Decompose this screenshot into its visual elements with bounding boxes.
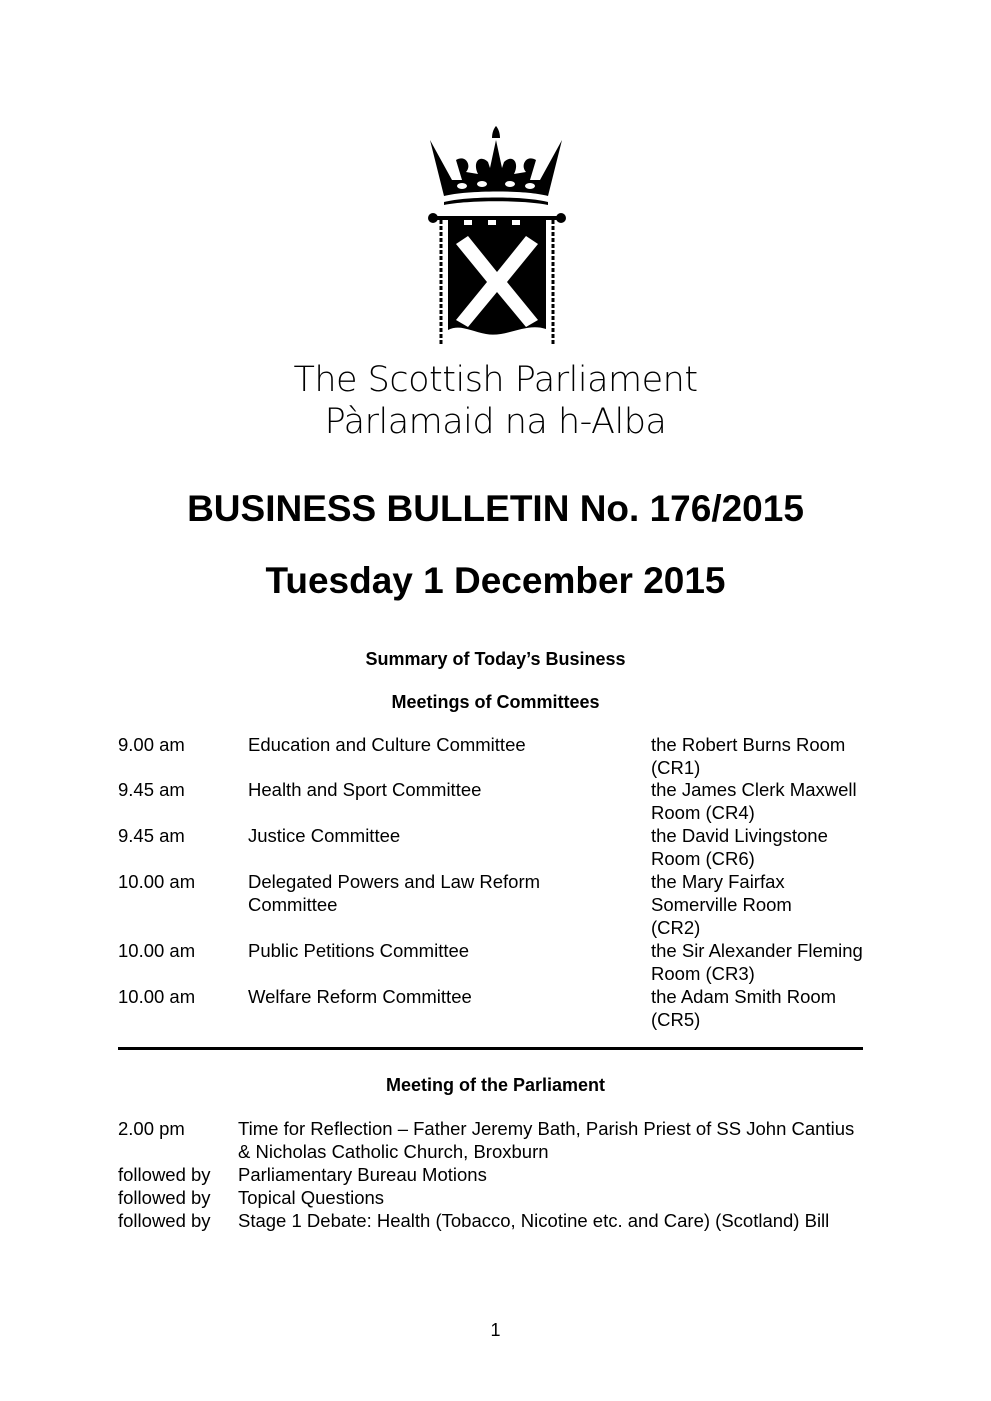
committee-time: 9.00 am	[118, 734, 185, 755]
page-number: 1	[490, 1320, 501, 1340]
item-time: followed by	[118, 1210, 211, 1231]
committee-time: 9.45 am	[118, 825, 185, 846]
committee-time: 9.45 am	[118, 779, 185, 800]
item-time: followed by	[118, 1164, 211, 1185]
parliament-name-english: The Scottish Parliament	[293, 360, 698, 400]
committee-name: Public Petitions Committee	[248, 940, 470, 961]
item-time: followed by	[118, 1187, 211, 1208]
committee-name: Delegated Powers and Law Reform Committee	[248, 871, 541, 915]
committee-room: the James Clerk Maxwell Room (CR4)	[651, 779, 857, 823]
item-description: Stage 1 Debate: Health (Tobacco, Nicotine etc. and Care) (Scotland) Bill	[238, 1210, 830, 1231]
bulletin-title: BUSINESS BULLETIN No. 176/2015	[187, 488, 804, 529]
committee-room: the David Livingstone Room (CR6)	[651, 825, 828, 869]
summary-heading: Summary of Today’s Business	[365, 649, 626, 669]
committee-room: the Sir Alexander Fleming Room (CR3)	[651, 940, 863, 984]
parliament-name-gaelic: Pàrlamaid na h-Alba	[324, 402, 667, 442]
scottish-parliament-logo-icon	[426, 124, 568, 346]
item-description: Topical Questions	[238, 1187, 385, 1208]
committee-time: 10.00 am	[118, 940, 196, 961]
item-description: Time for Reflection – Father Jeremy Bath, Parish Priest of SS John Cantius & Nicholas Catholic Church, Broxburn	[238, 1118, 855, 1162]
committee-room: the Robert Burns Room (CR1)	[651, 734, 846, 778]
committee-room: the Mary Fairfax Somerville Room (CR2)	[651, 871, 792, 938]
bulletin-date: Tuesday 1 December 2015	[265, 560, 726, 601]
parliament-meeting-heading: Meeting of the Parliament	[385, 1075, 606, 1095]
item-time: 2.00 pm	[118, 1118, 185, 1139]
committee-name: Health and Sport Committee	[248, 779, 482, 800]
item-description: Parliamentary Bureau Motions	[238, 1164, 487, 1185]
committees-heading: Meetings of Committees	[391, 692, 600, 712]
committee-time: 10.00 am	[118, 871, 196, 892]
committee-room: the Adam Smith Room (CR5)	[651, 986, 837, 1030]
section-divider	[118, 1047, 863, 1050]
committee-name: Education and Culture Committee	[248, 734, 526, 755]
committee-time: 10.00 am	[118, 986, 196, 1007]
committee-name: Welfare Reform Committee	[248, 986, 472, 1007]
committee-name: Justice Committee	[248, 825, 401, 846]
